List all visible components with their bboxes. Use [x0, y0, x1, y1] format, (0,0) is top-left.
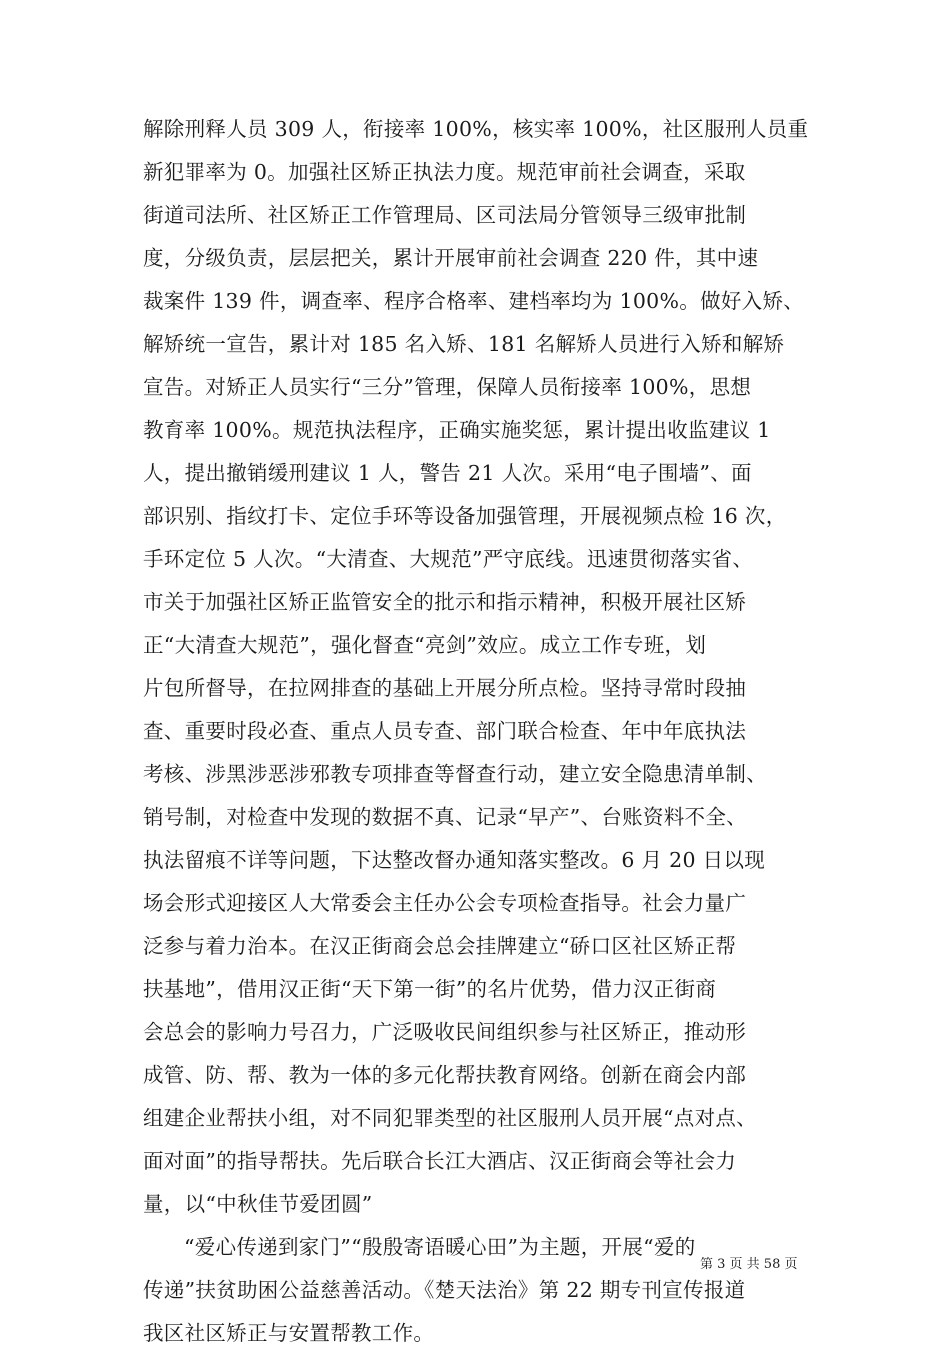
text-line: 组建企业帮扶小组，对不同犯罪类型的社区服刑人员开展“点对点、: [143, 1106, 757, 1130]
text-line: 手环定位 5 人次。“大清查、大规范”严守底线。迅速贯彻落实省、: [143, 547, 754, 571]
text-line: 传递”扶贫助困公益慈善活动。《楚天法治》第 22 期专刊宣传报道: [143, 1278, 746, 1302]
text-line: 量，以“中秋佳节爱团圆”: [143, 1192, 373, 1216]
text-line: 裁案件 139 件，调查率、程序合格率、建档率均为 100%。做好入矫、: [143, 289, 805, 313]
text-line: 面对面”的指导帮扶。先后联合长江大酒店、汉正街商会等社会力: [143, 1149, 737, 1173]
text-line: 解矫统一宣告，累计对 185 名入矫、181 名解矫人员进行入矫和解矫: [143, 332, 785, 356]
text-line: 扶基地”，借用汉正街“天下第一街”的名片优势，借力汉正街商: [143, 977, 717, 1001]
text-line: 街道司法所、社区矫正工作管理局、区司法局分管领导三级审批制: [143, 203, 747, 227]
text-line: 新犯罪率为 0。加强社区矫正执法力度。规范审前社会调查，采取: [143, 160, 746, 184]
text-line: 教育率 100%。规范执法程序，正确实施奖惩，累计提出收监建议 1: [143, 418, 771, 442]
text-line: 成管、防、帮、教为一体的多元化帮扶教育网络。创新在商会内部: [143, 1063, 747, 1087]
text-line: 查、重要时段必查、重点人员专查、部门联合检查、年中年底执法: [143, 719, 747, 743]
text-line: 考核、涉黑涉恶涉邪教专项排查等督查行动，建立安全隐患清单制、: [143, 762, 767, 786]
text-line: 销号制，对检查中发现的数据不真、记录“早产”、台账资料不全、: [143, 805, 747, 829]
text-line: 度，分级负责，层层把关，累计开展审前社会调查 220 件，其中速: [143, 246, 759, 270]
text-line: 部识别、指纹打卡、定位手环等设备加强管理，开展视频点检 16 次，: [143, 504, 787, 528]
page-number: 第 3 页 共 58 页: [700, 1257, 798, 1272]
text-line: 我区社区矫正与安置帮教工作。: [143, 1321, 435, 1345]
text-line: 人，提出撤销缓刑建议 1 人，警告 21 人次。采用“电子围墙”、面: [143, 461, 752, 485]
text-line: 正“大清查大规范”，强化督查“亮剑”效应。成立工作专班，划: [143, 633, 707, 657]
paragraph-first-line: “爱心传递到家门”“殷殷寄语暖心田”为主题，开展“爱的: [184, 1235, 696, 1259]
text-line: 市关于加强社区矫正监管安全的批示和指示精神，积极开展社区矫: [143, 590, 747, 614]
text-line: 宣告。对矫正人员实行“三分”管理，保障人员衔接率 100%，思想: [143, 375, 752, 399]
text-line: 执法留痕不详等问题，下达整改督办通知落实整改。6 月 20 日以现: [143, 848, 766, 872]
text-line: 泛参与着力治本。在汉正街商会总会挂牌建立“硚口区社区矫正帮: [143, 934, 737, 958]
text-line: 解除刑释人员 309 人，衔接率 100%，核实率 100%，社区服刑人员重: [143, 117, 809, 141]
text-line: 场会形式迎接区人大常委会主任办公会专项检查指导。社会力量广: [143, 891, 747, 915]
text-line: 会总会的影响力号召力，广泛吸收民间组织参与社区矫正，推动形: [143, 1020, 747, 1044]
text-line: 片包所督导，在拉网排查的基础上开展分所点检。坚持寻常时段抽: [143, 676, 747, 700]
